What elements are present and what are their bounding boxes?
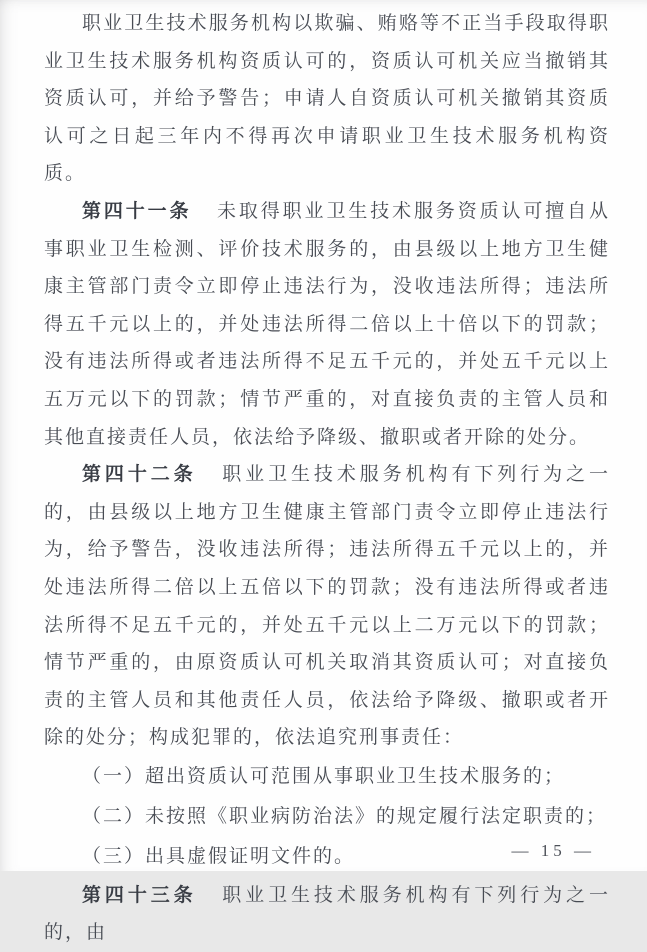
paragraph-text: （一）超出资质认可范围从事职业卫生技术服务的； xyxy=(82,765,566,787)
document-text-block xyxy=(44,5,610,952)
article-number: 第四十二条 xyxy=(82,464,197,486)
paragraph-text: 未取得职业卫生技术服务资质认可擅自从事职业卫生检测、评价技术服务的，由县级以上地方卫生健康主管部门责令立即停止违法行为，没收违法所得；违法所得五千元以上的，并处违法所得二倍以上十倍以下的罚款；没有违法所得或者违法所得不足五千元的，并处五千元以上五万元以下的罚款；情节严重的，对直接负责的主管人员和其他直接责任人员，依法给予降级、撤职或者开除的处分。 xyxy=(44,200,610,448)
article-paragraph xyxy=(44,193,610,456)
article-number: 第四十三条 xyxy=(82,884,197,906)
paragraph-text: 职业卫生技术服务机构以欺骗、贿赂等不正当手段取得职业卫生技术服务机构资质认可的，资质认可机关应当撤销其资质认可，并给予警告；申请人自资质认可机关撤销其资质认可之日起三年内不得再次申请职业卫生技术服务机构资质。 xyxy=(44,13,610,185)
article-number: 第四十一条 xyxy=(82,200,192,222)
paragraph-text: 职业卫生技术服务机构有下列行为之一的，由 xyxy=(44,884,610,944)
paragraph-text: （二）未按照《职业病防治法》的规定履行法定职责的； xyxy=(82,805,608,827)
list-item-paragraph xyxy=(44,757,610,797)
paragraph-text: （三）出具虚假证明文件的。 xyxy=(82,845,356,867)
page-number: — 15 — xyxy=(511,841,595,860)
list-item-paragraph xyxy=(44,797,610,837)
paragraph-text: 职业卫生技术服务机构有下列行为之一的，由县级以上地方卫生健康主管部门责令立即停止违法行为，给予警告，没收违法所得；违法所得五千元以上的，并处违法所得二倍以上五倍以下的罚款；没有违法所得或者违法所得不足五千元的，并处五千元以上二万元以下的罚款；情节严重的，由原资质认可机关取消其资质认可；对直接负责的主管人员和其他责任人员，依法给予降级、撤职或者开除的处分；构成犯罪的，依法追究刑事责任： xyxy=(44,464,610,749)
article-paragraph xyxy=(44,877,610,952)
body-paragraph xyxy=(44,5,610,193)
article-paragraph xyxy=(44,456,610,757)
